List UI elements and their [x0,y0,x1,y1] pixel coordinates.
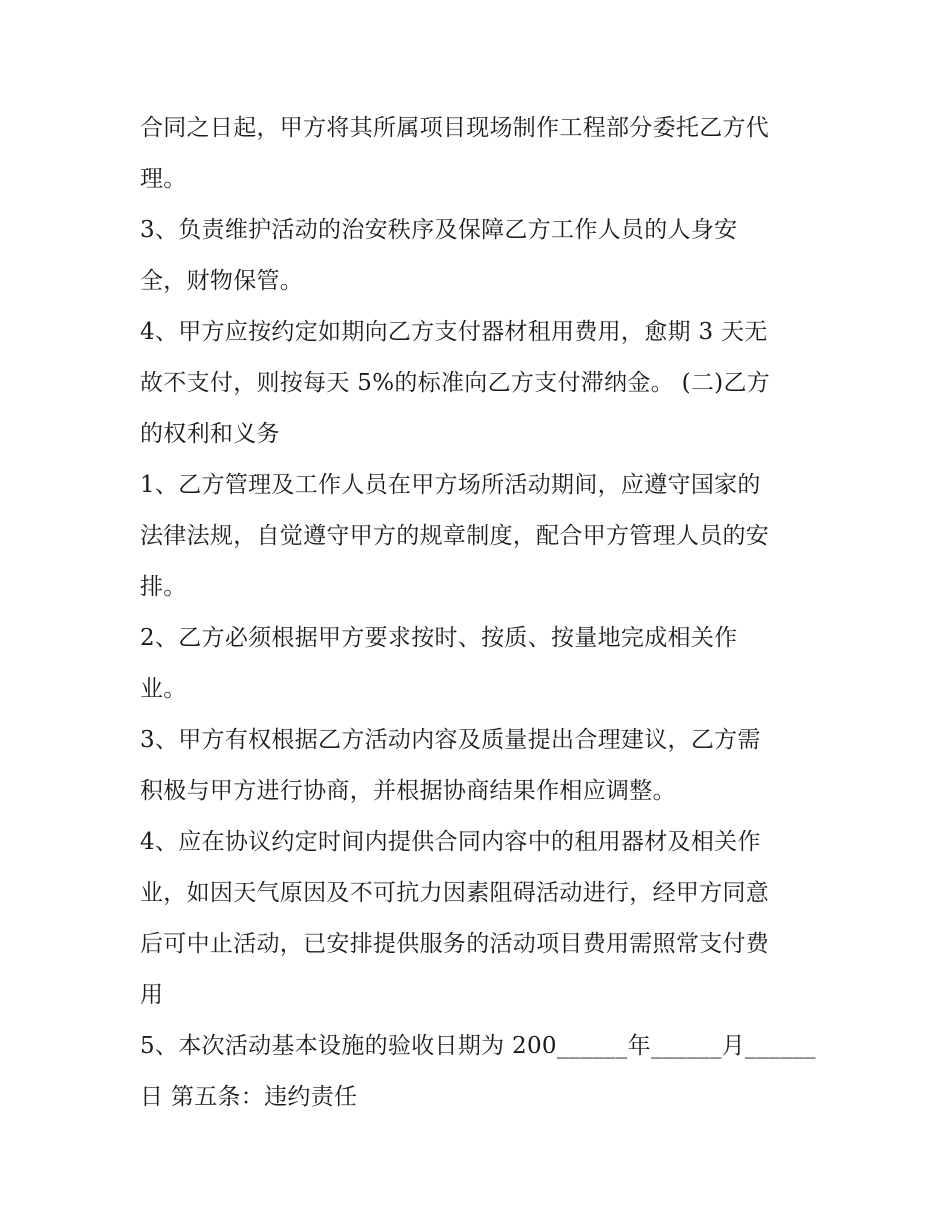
text-line: 2、乙方必须根据甲方要求按时、按质、按量地完成相关作 [140,625,738,651]
text-line: 1、乙方管理及工作人员在甲方场所活动期间，应遵守国家的 [140,472,761,498]
text-line: 全，财物保管。 [140,268,304,294]
text-line: 合同之日起，甲方将其所属项目现场制作工程部分委托乙方代 [140,115,770,141]
text-line: 用 [140,982,164,1008]
section-heading-line: 日 第五条：违约责任 [140,1084,358,1110]
text-line: 积极与甲方进行协商，并根据协商结果作相应调整。 [140,778,676,804]
text-line: 3、甲方有权根据乙方活动内容及质量提出合理建议，乙方需 [140,727,761,753]
text-line: 5、本次活动基本设施的验收日期为 200______年______月______ [140,1033,816,1059]
text-line: 理。 [140,166,187,192]
text-line: 业。 [140,676,187,702]
text-line: 4、甲方应按约定如期向乙方支付器材租用费用，愈期 3 天无 [140,319,768,345]
text-line: 排。 [140,574,187,600]
text-line: 法律法规，自觉遵守甲方的规章制度，配合甲方管理人员的安 [140,523,770,549]
text-line: 4、应在协议约定时间内提供合同内容中的租用器材及相关作 [140,829,761,855]
text-line: 故不支付，则按每天 5%的标准向乙方支付滞纳金。 (二)乙方 [140,370,771,396]
contract-text-body [140,103,820,1123]
text-line: 后可中止活动，已安排提供服务的活动项目费用需照常支付费 [140,931,770,957]
text-line: 业，如因天气原因及不可抗力因素阻碍活动进行，经甲方同意 [140,880,770,906]
section-heading-line: 的权利和义务 [140,421,280,447]
text-line: 3、负责维护活动的治安秩序及保障乙方工作人员的人身安 [140,217,738,243]
